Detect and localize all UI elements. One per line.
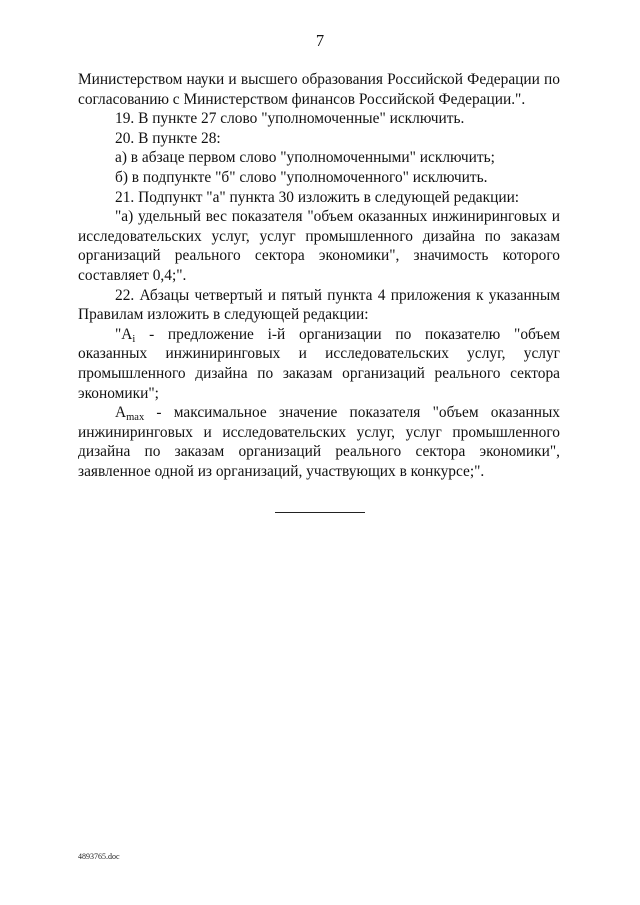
paragraph-item-22: 22. Абзацы четвертый и пятый пункта 4 приложения к указанным Правилам изложить в следующей редакции: bbox=[78, 286, 560, 324]
ai-definition-text: - предложение i-й организации по показателю "объем оказанных инжиниринговых и исследовательских услуг, услуг промышленного дизайна по заказам организаций реального сектора экономики"; bbox=[78, 325, 560, 402]
paragraph-item-20b: б) в подпункте "б" слово "уполномоченного" исключить. bbox=[115, 168, 488, 186]
paragraph-continuation: Министерством науки и высшего образования Российской Федерации по согласованию с Министерством финансов Российской Федерации.". bbox=[78, 71, 560, 108]
page-number: 7 bbox=[315, 31, 325, 50]
paragraph-ai-definition bbox=[78, 325, 560, 403]
paragraph-item-19: 19. В пункте 27 слово "уполномоченные" исключить. bbox=[115, 110, 465, 128]
footer-filename: 4893765.doc bbox=[78, 852, 120, 861]
document-body bbox=[78, 70, 560, 481]
paragraph-item-20: 20. В пункте 28: bbox=[115, 129, 221, 147]
paragraph-amax-definition bbox=[78, 403, 560, 481]
paragraph-item-21: 21. Подпункт "а" пункта 30 изложить в следующей редакции: bbox=[115, 188, 520, 206]
paragraph-item-20a: а) в абзаце первом слово "уполномоченными" исключить; bbox=[115, 149, 495, 167]
end-divider bbox=[275, 512, 365, 513]
paragraph-item-21-text: "а) удельный вес показателя "объем оказанных инжиниринговых и исследовательских услуг, услуг промышленного дизайна по заказам организаций реального сектора экономики", значимость которого составляет 0,4;". bbox=[78, 208, 560, 284]
amax-symbol: A bbox=[115, 404, 127, 422]
amax-definition-text: - максимальное значение показателя "объем оказанных инжиниринговых и исследовательских услуг, услуг промышленного дизайна по заказам организаций реального сектора экономики", заявленное одной из организаций, участвующих в конкурсе;". bbox=[78, 404, 560, 480]
ai-symbol: "A bbox=[115, 325, 133, 343]
amax-subscript: max bbox=[126, 412, 145, 424]
ai-subscript: i bbox=[132, 333, 136, 345]
